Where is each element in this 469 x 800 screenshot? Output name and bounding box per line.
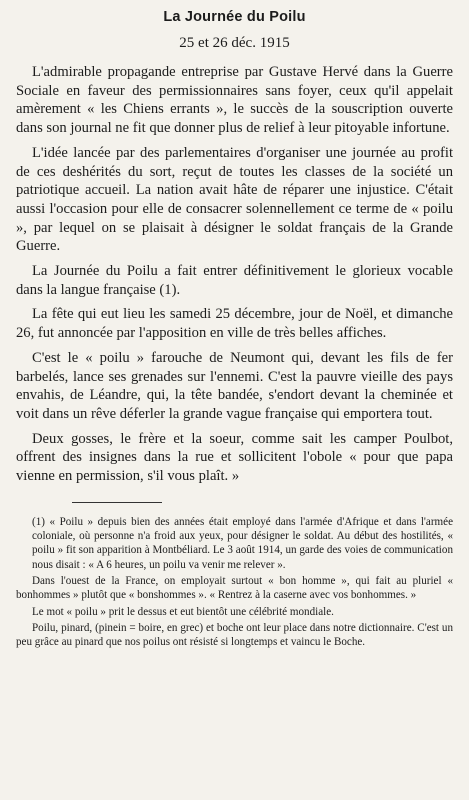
paragraph: La fête qui eut lieu les samedi 25 décembre, jour de Noël, et dimanche 26, fut annoncée par l'apposition en ville de très belles affiches. (16, 306, 453, 342)
footnote: Poilu, pinard, (pinein = boire, en grec) et boche ont leur place dans notre dictionnaire. C'est un peu grâce au pinard que nos poilus ont résisté si longtemps et vaincu le Boche. (16, 621, 453, 649)
paragraph: La Journée du Poilu a fait entrer définitivement le glorieux vocable dans la langue française (1). (16, 263, 453, 298)
paragraph: L'idée lancée par des parlementaires d'organiser une journée au profit de ces deshérités du sort, reçut de toutes les classes de la société un patriotique accueil. La nation avait hâte de réparer une injustice. C'était aussi l'occasion pour elle de consacrer solennellement ce terme de « poilu », par lequel on se plaisait à désigner le soldat français de la Grande Guerre. (16, 144, 453, 255)
footnote: Dans l'ouest de la France, on employait surtout « bon homme », qui fait au pluriel « bonhommes » plutôt que « bonshommes ». « Rentrez à la caserne avec vos bonhommes. » (16, 574, 453, 602)
paragraph: Deux gosses, le frère et la soeur, comme sait les camper Poulbot, offrent des insignes dans la rue et sollicitent l'obole « pour que papa vienne en permission, s'il vous plaît. » (16, 430, 453, 485)
article-body (16, 63, 453, 486)
event-date: 25 et 26 déc. 1915 (179, 35, 290, 51)
footnotes (16, 515, 453, 650)
page-title: La Journée du Poilu (163, 9, 306, 25)
paragraph: C'est le « poilu » farouche de Neumont qui, devant les fils de fer barbelés, lance ses grenades sur l'ennemi. C'est la pauvre vieille des pays envahis, de Léandre, qui, la tête bandée, s'endort devant la cheminée et voit dans un rêve déferler la grande vague française qui emportera tout. (16, 349, 453, 422)
paragraph: L'admirable propagande entreprise par Gustave Hervé dans la Guerre Sociale en faveur des permissionnaires sans foyer, ceux qu'il appelait amèrement « les Chiens errants », le succès de la souscription ouverte dans son journal ne fit que donner plus de relief à leur pitoyable infortune. (16, 64, 453, 137)
footnote: Le mot « poilu » prit le dessus et eut bientôt une célébrité mondiale. (32, 605, 334, 618)
footnote: (1) « Poilu » depuis bien des années était employé dans l'armée d'Afrique et dans l'armée coloniale, où personne n'a froid aux yeux, pour désigner le soldat. Au début des hostilités, « poilu » fit son apparition à Montbéliard. Le 3 août 1914, un garde des voies de communication nous disait : « A 6 heures, un poilu va venir me relever ». (32, 515, 453, 571)
footnote-divider (72, 502, 162, 503)
